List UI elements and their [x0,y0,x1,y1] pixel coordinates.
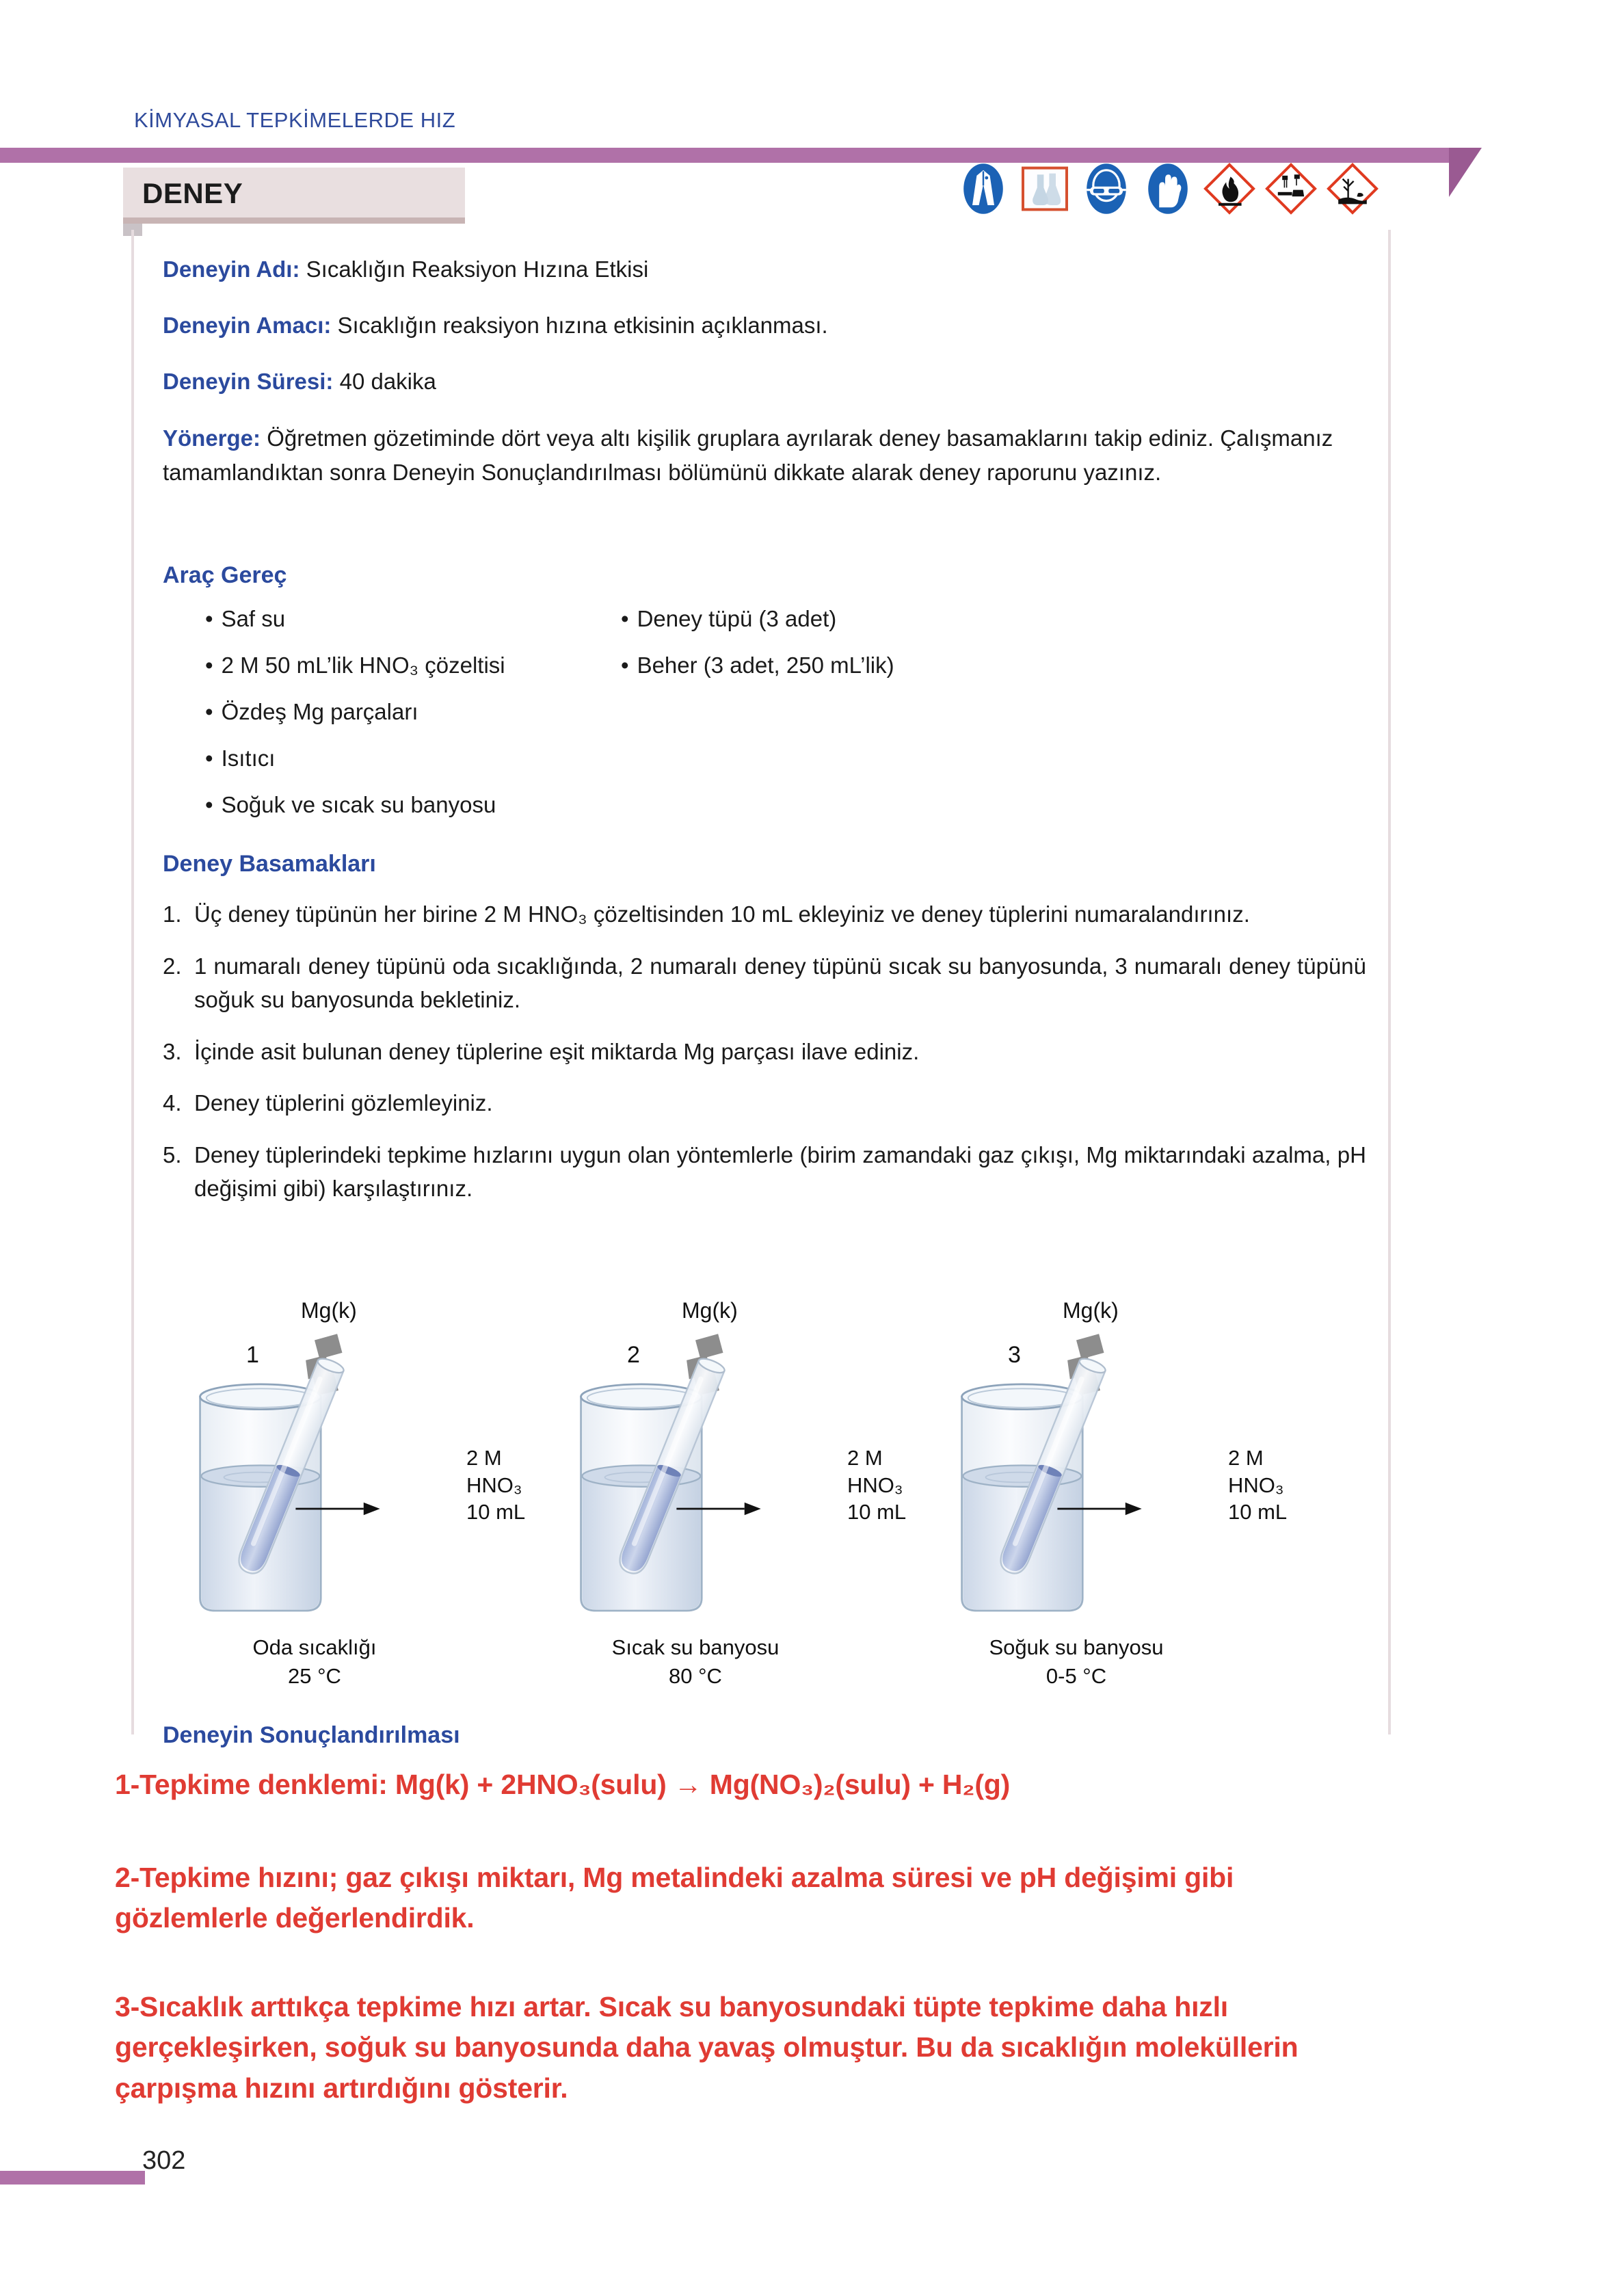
flammable-hazard-icon [1202,161,1257,216]
bottom-accent-bar [0,2171,145,2185]
corrosive-hazard-icon [1264,161,1318,216]
experiment-figure [171,1293,1374,1710]
beaker-illustration [552,1320,839,1635]
figure-callout [466,1444,525,1526]
figure-caption [552,1633,839,1691]
list-item: • Soğuk ve sıcak su banyosu [205,792,505,818]
caption-line-1: Oda sıcaklığı [252,1635,377,1659]
callout-line-3: 10 mL [1228,1500,1288,1525]
running-head: KİMYASAL TEPKİMELERDE HIZ [134,108,456,132]
figure-callout [847,1444,906,1526]
list-item: • Saf su [205,606,505,632]
callout-line-3: 10 mL [466,1500,526,1525]
caption-line-2: 0-5 °C [1046,1663,1107,1688]
materials-list-left [205,606,505,839]
setup-index: 1 [246,1342,259,1368]
caption-line-2: 25 °C [288,1663,341,1688]
callout-line-1: 2 M [1228,1446,1264,1470]
safety-icon-strip [956,161,1380,216]
figure-callout [1228,1444,1287,1526]
lab-coat-icon [956,161,1011,216]
beaker-illustration [933,1320,1220,1635]
field-experiment-duration-value: 40 dakika [339,369,436,394]
field-experiment-duration-label: Deneyin Süresi: [163,369,334,394]
figure-setup-3 [933,1293,1316,1710]
field-experiment-purpose-value: Sıcaklığın reaksiyon hızına etkisinin açıklanması. [337,313,828,338]
conclusion-heading: Deneyin Sonuçlandırılması [163,1722,460,1748]
list-item [163,897,1366,932]
conclusion-answer-2: 2-Tepkime hızını; gaz çıkışı miktarı, Mg metalindeki azalma süresi ve pH değişimi gibi gözlemlerle değerlendirdik. [115,1862,1234,1934]
gloves-icon [1141,161,1195,216]
mg-label: Mg(k) [1063,1298,1119,1323]
list-item: • 2 M 50 mL’lik HNO₃ çözeltisi [205,652,505,678]
field-experiment-name-label: Deneyin Adı: [163,256,300,282]
step-text: Deney tüplerini gözlemleyiniz. [194,1090,493,1116]
conclusion-answer-1: 1-Tepkime denklemi: Mg(k) + 2HNO₃(sulu) → Mg(NO₃)₂(sulu) + H₂(g) [115,1769,1011,1800]
field-instruction-value: Öğretmen gözetiminde dört veya altı kişilik gruplara ayrılarak deney basamaklarını takip ediniz. Çalışmanız tamamlandıktan sonra Deneyin Sonuçlandırılması bölümünü dikkate alarak deney raporunu yazınız. [163,425,1333,486]
caption-line-1: Sıcak su banyosu [611,1635,780,1659]
step-number: 2. [163,953,182,979]
beaker-illustration [171,1320,458,1635]
callout-line-1: 2 M [847,1446,883,1470]
mg-label: Mg(k) [301,1298,357,1323]
conclusion-answer-3: 3-Sıcaklık arttıkça tepkime hızı artar. Sıcak su banyosundaki tüpte tepkime daha hızlı gerçekleşirken, soğuk su banyosunda daha yavaş olmuştur. Bu da sıcaklığın moleküllerin çarpışma hızını artırdığını gösterir. [115,1991,1299,2104]
callout-line-2: HNO₃ [466,1473,522,1497]
environmental-hazard-icon [1325,161,1380,216]
step-number: 4. [163,1090,182,1116]
step-number: 3. [163,1038,182,1064]
list-item [163,1138,1366,1206]
field-instruction-label: Yönerge: [163,425,261,451]
field-instruction [163,421,1366,490]
experiment-tab-label: DENEY [142,177,243,209]
callout-line-2: HNO₃ [847,1473,903,1497]
field-experiment-purpose-label: Deneyin Amacı: [163,313,332,338]
experiment-tab [123,168,465,224]
page-number: 302 [142,2146,186,2175]
figure-caption [171,1633,458,1691]
field-experiment-name-value: Sıcaklığın Reaksiyon Hızına Etkisi [306,256,649,282]
field-experiment-duration [163,365,436,398]
materials-heading: Araç Gereç [163,562,287,588]
caption-line-1: Soğuk su banyosu [989,1635,1164,1659]
caption-line-2: 80 °C [669,1663,722,1688]
field-experiment-name [163,253,648,286]
procedure-steps [163,897,1366,1224]
glassware-icon [1017,161,1072,216]
step-number: 1. [163,901,182,927]
figure-setup-1 [171,1293,554,1710]
step-text: Üç deney tüpünün her birine 2 M HNO₃ çözeltisinden 10 mL ekleyiniz ve deney tüplerini numaralandırınız. [194,901,1250,927]
list-item: • Özdeş Mg parçaları [205,699,505,725]
top-accent-bar [0,148,1449,163]
list-item: • Deney tüpü (3 adet) [621,606,894,632]
field-experiment-purpose [163,309,828,342]
step-text: 1 numaralı deney tüpünü oda sıcaklığında, 2 numaralı deney tüpünü sıcak su banyosunda, 3 numaralı deney tüpünü soğuk su banyosunda bekletiniz. [194,953,1366,1012]
step-text: Deney tüplerindeki tepkime hızlarını uygun olan yöntemlerle (birim zamandaki gaz çıkışı, Mg miktarındaki azalma, pH değişimi gibi) karşılaştırınız. [194,1141,1366,1201]
step-text: İçinde asit bulunan deney tüplerine eşit miktarda Mg parçası ilave ediniz. [194,1038,920,1064]
list-item: • Isıtıcı [205,745,505,771]
list-item [163,949,1366,1017]
list-item [163,1086,1366,1120]
materials-list-right [621,606,894,699]
setup-index: 3 [1008,1342,1021,1368]
safety-goggles-icon [1079,161,1134,216]
callout-line-3: 10 mL [847,1500,907,1525]
list-item: • Beher (3 adet, 250 mL’lik) [621,652,894,678]
step-number: 5. [163,1141,182,1167]
list-item [163,1035,1366,1069]
callout-line-1: 2 M [466,1446,502,1470]
setup-index: 2 [627,1342,640,1368]
procedure-heading: Deney Basamakları [163,851,376,877]
mg-label: Mg(k) [682,1298,738,1323]
figure-setup-2 [552,1293,935,1710]
figure-caption [933,1633,1220,1691]
top-bar-fold-corner [1449,148,1482,197]
callout-line-2: HNO₃ [1228,1473,1284,1497]
